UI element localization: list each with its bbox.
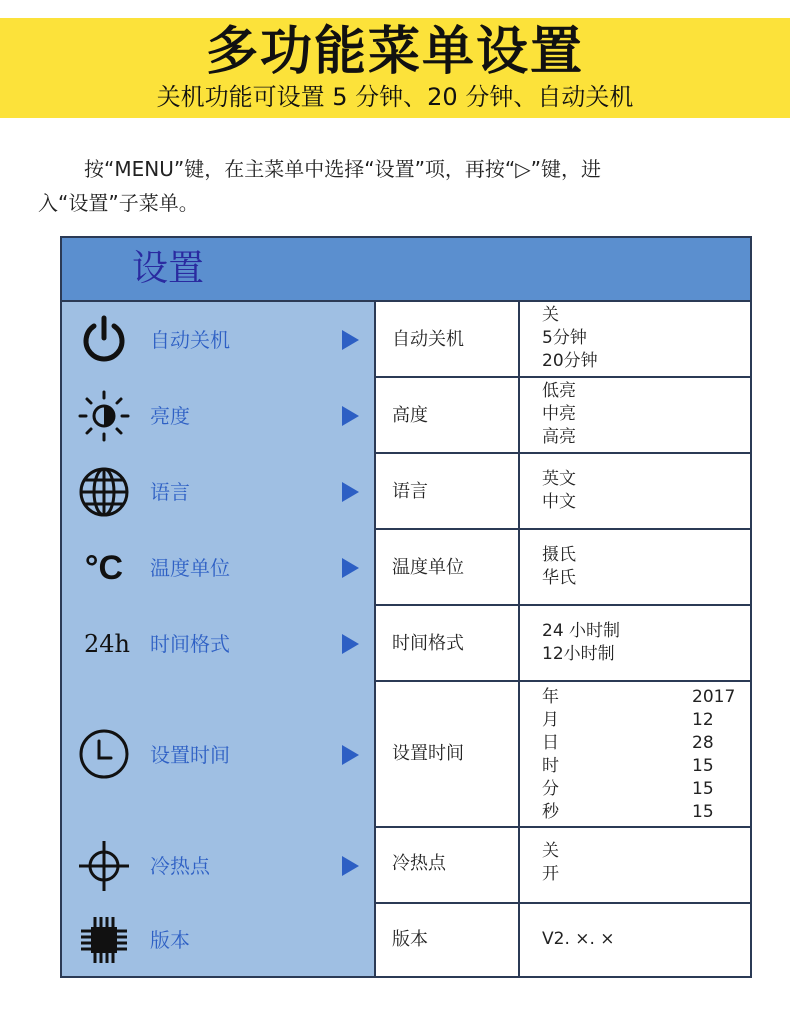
page-title: 多功能菜单设置 (205, 22, 584, 82)
menu-item-temperature-unit[interactable] (62, 530, 374, 606)
chevron-right-icon (342, 856, 359, 876)
column-divider (518, 606, 520, 680)
setting-row-time-format (376, 606, 750, 682)
setting-row-set-time (376, 682, 750, 828)
option[interactable]: 分 (542, 779, 559, 799)
menu-item-set-time[interactable] (62, 682, 374, 828)
column-divider (518, 302, 520, 376)
chip-icon (74, 910, 134, 970)
option[interactable]: 日 (542, 733, 559, 753)
value[interactable]: 15 (692, 802, 714, 822)
crosshair-icon (74, 836, 134, 896)
settings-header (62, 238, 750, 302)
setting-options (542, 840, 559, 886)
time-format-icon (74, 614, 140, 674)
menu-item-label: 亮度 (150, 404, 190, 428)
value[interactable]: 12 (692, 710, 714, 730)
column-divider (518, 828, 520, 902)
setting-name: 语言 (392, 481, 428, 502)
menu-item-language[interactable] (62, 454, 374, 530)
setting-options (542, 620, 620, 666)
option[interactable]: 低亮 (542, 381, 576, 401)
setting-name: 温度单位 (392, 557, 464, 578)
column-divider (518, 454, 520, 528)
intro-line-2: 入“设置”子菜单。 (38, 191, 199, 215)
option[interactable]: 中文 (542, 492, 576, 512)
menu-item-brightness[interactable] (62, 378, 374, 454)
setting-row-hot-cold-spot (376, 828, 750, 904)
settings-title: 设置 (132, 248, 205, 289)
temperature-unit-icon: °C (84, 548, 124, 587)
option[interactable]: 开 (542, 864, 559, 884)
setting-row-auto-off (376, 302, 750, 378)
chevron-right-icon (342, 406, 359, 426)
setting-row-language (376, 454, 750, 530)
setting-options (542, 686, 559, 824)
option[interactable]: 华氏 (542, 568, 576, 588)
column-divider (518, 530, 520, 604)
setting-options (542, 380, 576, 449)
menu-item-label: 语言 (150, 480, 190, 504)
menu-item-time-format[interactable] (62, 606, 374, 682)
option[interactable]: 摄氏 (542, 545, 576, 565)
menu-item-label: 温度单位 (150, 556, 230, 580)
setting-name: 时间格式 (392, 633, 464, 654)
menu-item-auto-off[interactable] (62, 302, 374, 378)
setting-name: 版本 (392, 929, 428, 950)
option[interactable]: 12小时制 (542, 644, 615, 664)
power-icon (74, 310, 134, 370)
setting-options (542, 544, 576, 590)
option[interactable]: 高亮 (542, 427, 576, 447)
menu-item-hot-cold-spot[interactable] (62, 828, 374, 904)
option[interactable]: 月 (542, 710, 559, 730)
option[interactable]: 5分钟 (542, 328, 587, 348)
menu-item-label: 时间格式 (150, 632, 230, 656)
intro-line-1: 按“MENU”键，在主菜单中选择“设置”项，再按“▷”键，进 (84, 157, 602, 181)
brightness-icon (74, 386, 134, 446)
column-divider (518, 904, 520, 976)
setting-options (542, 468, 576, 514)
option[interactable]: 中亮 (542, 404, 576, 424)
value[interactable]: 28 (692, 733, 714, 753)
menu-item-label: 冷热点 (150, 854, 210, 878)
setting-options (542, 928, 615, 951)
option[interactable]: 关 (542, 305, 559, 325)
chevron-right-icon (342, 634, 359, 654)
menu-item-label: 版本 (150, 928, 190, 952)
setting-row-temperature-unit (376, 530, 750, 606)
setting-name: 冷热点 (392, 853, 446, 874)
option[interactable]: 秒 (542, 802, 559, 822)
column-divider (518, 682, 520, 826)
version-value: V2. ×. × (542, 929, 615, 949)
clock-icon (74, 724, 134, 784)
setting-name: 设置时间 (392, 743, 464, 764)
option[interactable]: 关 (542, 841, 559, 861)
setting-row-version (376, 904, 750, 976)
menu-item-label: 设置时间 (150, 743, 230, 767)
chevron-right-icon (342, 558, 359, 578)
option[interactable]: 24 小时制 (542, 621, 621, 641)
option[interactable]: 英文 (542, 469, 576, 489)
chevron-right-icon (342, 330, 359, 350)
column-divider (518, 378, 520, 452)
setting-values (692, 686, 735, 824)
setting-name: 自动关机 (392, 329, 464, 350)
globe-icon (74, 462, 134, 522)
value[interactable]: 2017 (692, 687, 736, 707)
option[interactable]: 20分钟 (542, 351, 598, 371)
setting-name: 高度 (392, 405, 428, 426)
intro-text (38, 152, 748, 220)
chevron-right-icon (342, 482, 359, 502)
chevron-right-icon (342, 745, 359, 765)
menu-item-version[interactable] (62, 904, 374, 976)
settings-menu-list (62, 302, 376, 976)
menu-item-label: 自动关机 (150, 328, 230, 352)
page-subtitle: 关机功能可设置 5 分钟、20 分钟、自动关机 (156, 83, 634, 111)
option[interactable]: 年 (542, 687, 559, 707)
value[interactable]: 15 (692, 779, 714, 799)
setting-row-brightness (376, 378, 750, 454)
option[interactable]: 时 (542, 756, 559, 776)
time-format-icon-text: 24h (84, 630, 130, 658)
settings-menu-panel (60, 236, 752, 978)
value[interactable]: 15 (692, 756, 714, 776)
setting-options (542, 304, 598, 373)
